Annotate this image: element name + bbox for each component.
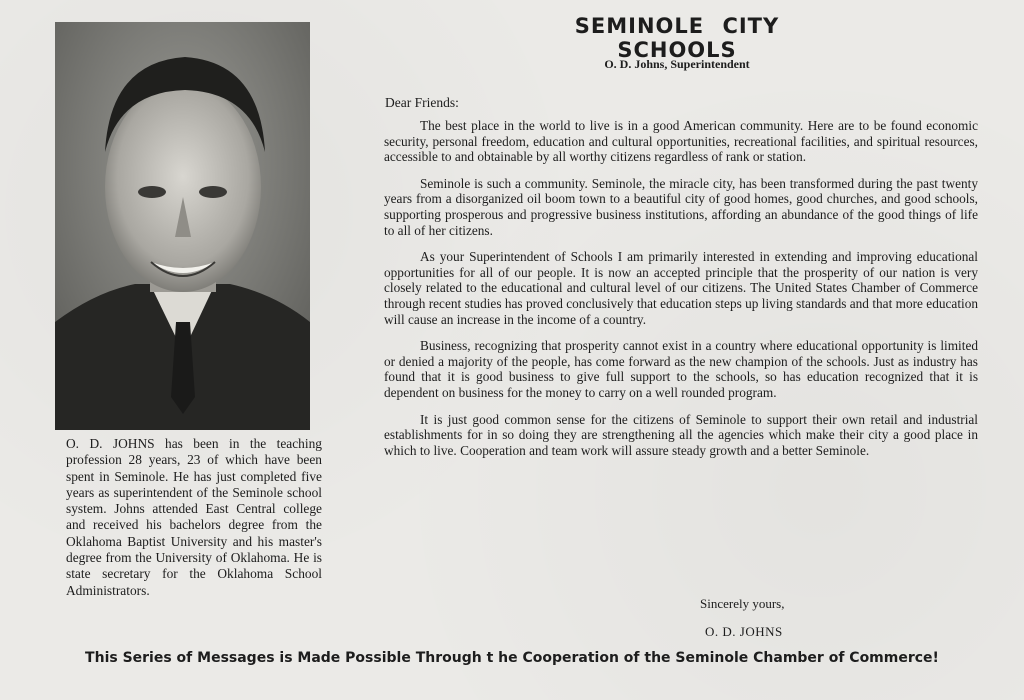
letter-paragraph: The best place in the world to live is in a good American community. Here are to be found economic security, personal freedom, education and cultural opportunities, recreational facilities, and spiritual resources, accessible to and obtainable by all worthy citizens regardless of rank or station.: [384, 118, 978, 165]
footer-sponsor-line: This Series of Messages is Made Possible Through t he Cooperation of the Seminole Chamber of Commerce!: [85, 650, 939, 666]
letter-paragraph: As your Superintendent of Schools I am primarily interested in extending and improving educational opportunities for all of our people. It is now an accepted principle that the prosperity of our nation is very closely related to the educational and cultural level of our citizens. The United States Chamber of Commerce through recent studies has proved conclusively that education steps up living standards and that more education will cause an increase in the income of a country.: [384, 249, 978, 327]
page-subtitle: O. D. Johns, Superintendent: [604, 57, 750, 71]
photo-caption: O. D. JOHNS has been in the teaching profession 28 years, 23 of which have been spent in Seminole. He has just completed five years as superintendent of the Seminole school system. Johns attended East Central college and received his bachelors degree from the Oklahoma Baptist University and his master's degree from the University of Oklahoma. He is state secretary for the Oklahoma School Administrators.: [66, 436, 322, 598]
letter-paragraph: Business, recognizing that prosperity cannot exist in a country where educational opportunity is limited or denied a majority of the people, has come forward as the new champion of the schools. Just as industry has found that it is good business to give full support to the schools, so has education recognized that it is dependent on business for the money to carry on a well rounded program.: [384, 338, 978, 400]
letter-body: [384, 118, 978, 469]
portrait-icon: [55, 22, 310, 430]
page-title: SEMINOLE CITY SCHOOLS: [574, 14, 780, 62]
letter-closing: Sincerely yours,: [700, 596, 785, 611]
letter-paragraph: Seminole is such a community. Seminole, the miracle city, has been transformed during the past twenty years from a disorganized oil boom town to a beautiful city of good homes, good churches, and good schools, supporting prosperous and progressive business institutions, affording an abundance of the good things of life to all of her citizens.: [384, 175, 978, 238]
letter-paragraph: It is just good common sense for the citizens of Seminole to support their own retail and industrial establishments for in so doing they are strengthening all the agencies which make their city a good place in which to live. Cooperation and team work will assure steady growth and a better Seminole.: [384, 411, 978, 458]
letter-signature: O. D. JOHNS: [705, 624, 783, 639]
portrait-photo: [55, 22, 310, 430]
letter-salutation: Dear Friends:: [385, 95, 459, 110]
